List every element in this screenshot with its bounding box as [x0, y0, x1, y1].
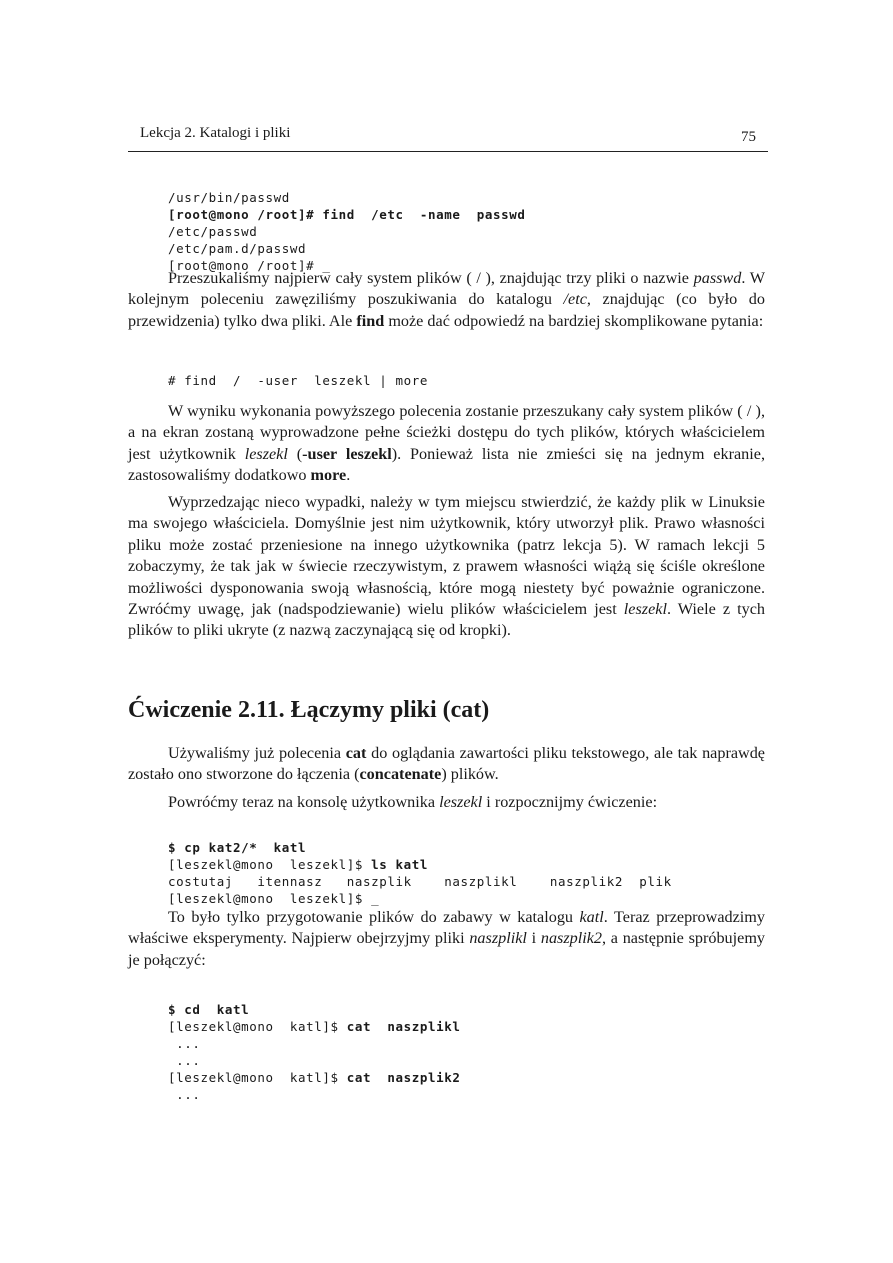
paragraph-find-user-explanation: W wyniku wykonania powyższego polecenia zostanie przeszukany cały system plików ( / ), a na ekran zostaną wyprowadzone pełne ścieżki dostępu do tych plików, których właścicielem jest użytkownik leszekl (-user leszekl). Ponieważ lista nie zmieści się na jednym ekranie, zastosowaliśmy dodatkowo more.	[128, 402, 765, 485]
code-line: /etc/passwd	[168, 224, 258, 239]
code-command: cat naszplik2	[346, 1070, 461, 1085]
page-number: 75	[741, 129, 756, 145]
paragraph-preparation: To było tylko przygotowanie plików do zabawy w katalogu katl. Teraz przeprowadzimy właściwe eksperymenty. Najpierw obejrzyjmy pliki naszplikl i naszplik2, a następnie spróbujemy je połączyć:	[128, 908, 766, 969]
header-title: Lekcja 2. Katalogi i pliki	[140, 125, 291, 141]
code-block-cat-files	[168, 984, 461, 1120]
code-command: cat naszplikl	[346, 1019, 461, 1034]
code-line: /usr/bin/passwd	[168, 190, 290, 205]
paragraph-search-result: Przeszukaliśmy najpierw cały system plików ( / ), znajdując trzy pliki o nazwie passwd. W kolejnym poleceniu zawęziliśmy poszukiwania do katalogu /etc, znajdując (co było do przewidzenia) tylko dwa pliki. Ale find może dać odpowiedź na bardziej skomplikowane pytania:	[128, 269, 765, 330]
code-line: $ cp kat2/* katl	[168, 840, 307, 855]
code-line: $ cd katl	[168, 1002, 250, 1017]
code-prompt: [leszekl@mono katl]$	[168, 1070, 347, 1085]
exercise-heading: Ćwiczenie 2.11. Łączymy pliki (cat)	[128, 697, 490, 723]
paragraph-console-return: Powróćmy teraz na konsolę użytkownika leszekl i rozpocznijmy ćwiczenie:	[168, 793, 658, 811]
code-line: /etc/pam.d/passwd	[168, 241, 307, 256]
code-line: ...	[168, 1036, 201, 1051]
paragraph-file-ownership: Wyprzedzając nieco wypadki, należy w tym miejscu stwierdzić, że każdy plik w Linuksie ma swojego właściciela. Domyślnie jest nim użytkownik, który utworzył plik. Prawo własności pliku może zostać przeniesione na innego użytkownika (patrz lekcja 5). W ramach lekcji 5 zobaczymy, że tak jak w świecie rzeczywistym, z prawem własności wiążą się ściśle określone możliwości dysponowania swoją własnością, które mogą niestety być poważnie ograniczone. Zwróćmy uwagę, jak (nadspodziewanie) wielu plików właścicielem jest leszekl. Wiele z tych plików to pliki ukryte (z nazwą zaczynającą się od kropki).	[128, 493, 765, 640]
code-line: ...	[168, 1087, 201, 1102]
code-line: ...	[168, 1053, 201, 1068]
code-find-user: # find / -user leszekl | more	[168, 373, 429, 388]
code-line: [root@mono /root]# find /etc -name passwd	[168, 207, 526, 222]
code-prompt: [leszekl@mono leszekl]$	[168, 857, 372, 872]
code-line: costutaj itennasz naszplik naszplikl naszplik2 plik	[168, 874, 672, 889]
code-line: [leszekl@mono leszekl]$ _	[168, 891, 380, 906]
code-command: ls katl	[371, 857, 429, 872]
code-line: [root@mono /root]# _	[168, 258, 331, 273]
paragraph-cat-intro: Używaliśmy już polecenia cat do oglądania zawartości pliku tekstowego, ale tak naprawdę zostało ono stworzone do łączenia (concatenate) plików.	[128, 744, 765, 784]
running-header	[128, 125, 768, 152]
code-prompt: [leszekl@mono katl]$	[168, 1019, 347, 1034]
